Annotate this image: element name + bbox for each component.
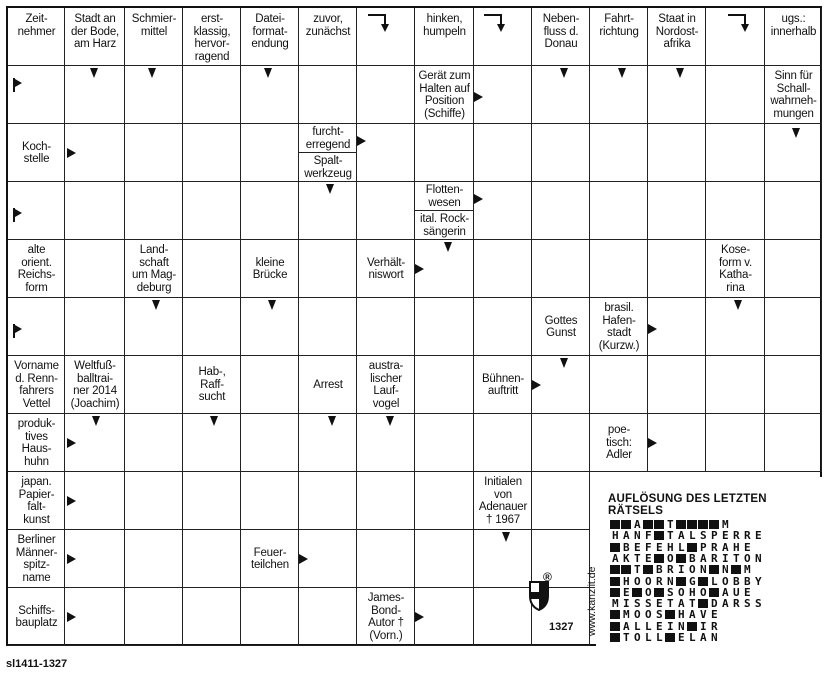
grid-cell[interactable] bbox=[183, 124, 241, 182]
solution-letter: M bbox=[721, 518, 730, 531]
solution-letter: R bbox=[655, 574, 664, 588]
solution-letter: H bbox=[666, 540, 675, 554]
grid-cell[interactable] bbox=[125, 472, 183, 530]
clue-text: erst- klassig, hervor- ragend bbox=[193, 13, 231, 63]
arrow-down-icon bbox=[792, 128, 800, 138]
clue-text: austra- lischer Lauf- vogel bbox=[368, 360, 404, 410]
grid-cell[interactable] bbox=[8, 66, 65, 124]
grid-cell[interactable] bbox=[299, 66, 357, 124]
solution-letter: H bbox=[611, 529, 620, 543]
black-square bbox=[665, 633, 675, 642]
black-square bbox=[676, 520, 686, 529]
clue-text: Spalt- werkzeug bbox=[304, 155, 352, 180]
grid-cell[interactable] bbox=[125, 530, 183, 588]
grid-cell[interactable] bbox=[590, 124, 648, 182]
clue-text: Weltfuß- balltrai- ner 2014 (Joachim) bbox=[70, 360, 120, 410]
solution-letter: D bbox=[710, 597, 719, 611]
arrow-right-icon bbox=[67, 148, 76, 158]
solution-letter: P bbox=[710, 529, 719, 543]
solution-letter: T bbox=[666, 597, 675, 611]
solution-letter: L bbox=[688, 631, 697, 644]
clue-text: Hab-, Raff- sucht bbox=[198, 366, 226, 404]
black-square bbox=[731, 565, 741, 574]
clue-text: James- Bond- Autor † (Vorn.) bbox=[367, 592, 405, 642]
arrow-right-icon bbox=[67, 496, 76, 506]
grid-cell[interactable] bbox=[765, 298, 822, 356]
black-square bbox=[676, 577, 686, 586]
solution-letter: M bbox=[611, 597, 620, 611]
solution-letter: E bbox=[743, 540, 752, 554]
solution-letter: S bbox=[699, 529, 708, 543]
clue-text: produk- tives Haus- huhn bbox=[17, 418, 56, 468]
previous-solution-panel bbox=[596, 477, 824, 648]
black-square bbox=[621, 565, 631, 574]
grid-cell[interactable] bbox=[183, 588, 241, 646]
grid-cell[interactable] bbox=[183, 530, 241, 588]
clue-text: Datei- format- endung bbox=[251, 13, 289, 50]
arrow-down-icon bbox=[268, 300, 276, 310]
solution-letter: S bbox=[655, 608, 664, 622]
solution-letter: R bbox=[710, 619, 719, 633]
solution-letter: L bbox=[644, 619, 653, 633]
grid-cell[interactable] bbox=[125, 414, 183, 472]
solution-letter: A bbox=[721, 597, 730, 611]
solution-row bbox=[610, 564, 753, 575]
arrow-right-icon bbox=[474, 194, 483, 204]
black-square bbox=[610, 588, 620, 597]
solution-letter: I bbox=[677, 563, 686, 577]
grid-cell[interactable] bbox=[706, 8, 765, 66]
grid-cell[interactable] bbox=[706, 182, 765, 240]
solution-letter: R bbox=[743, 529, 752, 543]
clue-text: Berliner Männer- spitz- name bbox=[15, 534, 58, 584]
solution-row bbox=[610, 632, 720, 643]
arrow-down-icon bbox=[326, 184, 334, 194]
black-square bbox=[654, 554, 664, 563]
black-square bbox=[709, 565, 719, 574]
grid-cell[interactable] bbox=[706, 124, 765, 182]
solution-letter: E bbox=[644, 551, 653, 565]
solution-letter: O bbox=[699, 585, 708, 599]
solution-letter: N bbox=[754, 551, 763, 565]
black-square bbox=[610, 622, 620, 631]
solution-letter: A bbox=[622, 619, 631, 633]
clue-text: Schmier- mittel bbox=[131, 13, 177, 38]
solution-letter: N bbox=[666, 574, 675, 588]
solution-letter: B bbox=[732, 574, 741, 588]
black-square bbox=[610, 565, 620, 574]
clue-text: Schiffs- bauplatz bbox=[15, 604, 58, 629]
clue-text: Feuer- teilchen bbox=[250, 546, 290, 571]
grid-cell[interactable] bbox=[648, 124, 706, 182]
solution-letter: L bbox=[710, 574, 719, 588]
solution-title: AUFLÖSUNG DES LETZTEN RÄTSELS bbox=[608, 493, 767, 517]
solution-letter: H bbox=[677, 608, 686, 622]
clue-text: furcht- erregend bbox=[305, 126, 351, 151]
grid-cell[interactable] bbox=[765, 182, 822, 240]
black-square bbox=[687, 622, 697, 631]
solution-letter: N bbox=[677, 619, 686, 633]
arrow-down-icon bbox=[148, 68, 156, 78]
solution-letter: E bbox=[655, 597, 664, 611]
arrow-right-icon bbox=[648, 438, 657, 448]
solution-letter: S bbox=[666, 585, 675, 599]
solution-letter: T bbox=[688, 597, 697, 611]
grid-cell[interactable] bbox=[415, 530, 474, 588]
arrow-right-icon bbox=[474, 92, 483, 102]
black-square bbox=[610, 543, 620, 552]
grid-cell[interactable] bbox=[357, 530, 415, 588]
grid-cell[interactable] bbox=[765, 356, 822, 414]
grid-cell[interactable] bbox=[183, 472, 241, 530]
grid-cell[interactable] bbox=[474, 414, 532, 472]
solution-letter: I bbox=[699, 619, 708, 633]
arrow-down-icon bbox=[90, 68, 98, 78]
black-square bbox=[687, 520, 697, 529]
black-square bbox=[665, 610, 675, 619]
solution-letter: P bbox=[699, 540, 708, 554]
grid-cell[interactable] bbox=[241, 472, 299, 530]
clue-text: japan. Papier- falt- kunst bbox=[18, 476, 55, 526]
solution-letter: S bbox=[754, 597, 763, 611]
black-square bbox=[621, 520, 631, 529]
grid-cell[interactable] bbox=[357, 66, 415, 124]
grid-cell[interactable] bbox=[241, 182, 299, 240]
clue-text: ital. Rock- sängerin bbox=[420, 213, 469, 238]
solution-letter: L bbox=[655, 631, 664, 644]
solution-letter: A bbox=[699, 551, 708, 565]
grid-cell[interactable] bbox=[183, 66, 241, 124]
solution-letter: L bbox=[677, 540, 686, 554]
solution-letter: O bbox=[721, 574, 730, 588]
crossword-grid bbox=[6, 6, 822, 646]
solution-letter: N bbox=[699, 563, 708, 577]
arrow-down-icon bbox=[444, 242, 452, 252]
solution-row bbox=[610, 542, 753, 553]
clue-text: Arrest bbox=[313, 378, 343, 391]
solution-letter: O bbox=[677, 585, 686, 599]
arrow-down-icon bbox=[92, 416, 100, 426]
grid-cell[interactable] bbox=[590, 356, 648, 414]
grid-cell[interactable] bbox=[474, 240, 532, 298]
clue-text: Stadt an der Bode, am Harz bbox=[70, 13, 120, 50]
black-square bbox=[698, 520, 708, 529]
grid-cell[interactable] bbox=[474, 298, 532, 356]
grid-cell[interactable] bbox=[241, 588, 299, 646]
arrow-right-icon bbox=[67, 438, 76, 448]
solution-letter: E bbox=[754, 529, 763, 543]
arrow-right-icon bbox=[67, 612, 76, 622]
solution-letter: H bbox=[688, 585, 697, 599]
solution-letter: A bbox=[633, 518, 642, 531]
arrow-right-icon bbox=[415, 612, 424, 622]
solution-letter: B bbox=[655, 563, 664, 577]
solution-letter: O bbox=[644, 585, 653, 599]
black-square bbox=[676, 554, 686, 563]
solution-letter: T bbox=[666, 529, 675, 543]
grid-cell[interactable] bbox=[183, 298, 241, 356]
clue-text: Staat in Nordost- afrika bbox=[655, 13, 699, 50]
grid-cell[interactable] bbox=[299, 588, 357, 646]
black-square bbox=[610, 633, 620, 642]
arrow-down-icon bbox=[328, 416, 336, 426]
grid-cell[interactable] bbox=[65, 240, 125, 298]
solution-letter: O bbox=[743, 551, 752, 565]
black-square bbox=[610, 520, 620, 529]
clue-text: Verhält- niswort bbox=[366, 256, 406, 281]
clue-text: Neben- fluss d. Donau bbox=[542, 13, 580, 50]
solution-letter: E bbox=[721, 529, 730, 543]
grid-cell[interactable] bbox=[532, 124, 590, 182]
solution-letter: O bbox=[666, 551, 675, 565]
grid-cell[interactable] bbox=[241, 414, 299, 472]
solution-letter: R bbox=[666, 563, 675, 577]
black-square bbox=[610, 610, 620, 619]
puzzle-code: sl1411-1327 bbox=[6, 658, 68, 670]
solution-letter: M bbox=[622, 608, 631, 622]
solution-letter: A bbox=[611, 551, 620, 565]
grid-cell[interactable] bbox=[590, 182, 648, 240]
solution-letter: L bbox=[644, 631, 653, 644]
grid-cell[interactable] bbox=[65, 182, 125, 240]
arrow-right-icon bbox=[415, 264, 424, 274]
clue-text: Gerät zum Halten auf Position (Schiffe) bbox=[418, 70, 471, 120]
publisher-url: www.kanzlit.de bbox=[586, 566, 598, 636]
solution-letter: E bbox=[677, 631, 686, 644]
clue-text: Gottes Gunst bbox=[544, 314, 578, 339]
grid-cell[interactable] bbox=[648, 240, 706, 298]
solution-letter: H bbox=[622, 574, 631, 588]
solution-letter: K bbox=[622, 551, 631, 565]
solution-letter: O bbox=[633, 608, 642, 622]
solution-letter: E bbox=[710, 608, 719, 622]
solution-letter: B bbox=[743, 574, 752, 588]
grid-cell[interactable] bbox=[474, 588, 532, 646]
solution-row bbox=[610, 576, 764, 587]
grid-cell[interactable] bbox=[125, 588, 183, 646]
black-square bbox=[709, 588, 719, 597]
black-square bbox=[709, 520, 719, 529]
grid-cell[interactable] bbox=[706, 414, 765, 472]
arrow-down-icon bbox=[264, 68, 272, 78]
grid-cell[interactable] bbox=[415, 124, 474, 182]
clue-text: Zeit- nehmer bbox=[17, 13, 56, 38]
solution-letter: R bbox=[732, 529, 741, 543]
black-square bbox=[698, 599, 708, 608]
solution-letter: L bbox=[633, 619, 642, 633]
solution-letter: A bbox=[699, 631, 708, 644]
arrow-down-icon bbox=[152, 300, 160, 310]
solution-letter: E bbox=[633, 540, 642, 554]
clue-text: Flotten- wesen bbox=[425, 184, 464, 209]
arrow-down-icon bbox=[386, 416, 394, 426]
solution-letter: S bbox=[644, 597, 653, 611]
grid-cell[interactable] bbox=[357, 472, 415, 530]
solution-letter: I bbox=[721, 551, 730, 565]
grid-cell[interactable] bbox=[415, 472, 474, 530]
clue-text: brasil. Hafen- stadt (Kurzw.) bbox=[598, 302, 640, 352]
clue-text: poe- tisch: Adler bbox=[606, 424, 632, 462]
grid-cell[interactable] bbox=[241, 356, 299, 414]
black-square bbox=[610, 577, 620, 586]
grid-cell[interactable] bbox=[706, 356, 765, 414]
grid-cell[interactable] bbox=[532, 414, 590, 472]
solution-letter: T bbox=[666, 518, 675, 531]
solution-letter: I bbox=[622, 597, 631, 611]
solution-letter: B bbox=[622, 540, 631, 554]
grid-cell[interactable] bbox=[590, 240, 648, 298]
solution-letter: G bbox=[688, 574, 697, 588]
solution-letter: B bbox=[688, 551, 697, 565]
grid-cell[interactable] bbox=[357, 124, 415, 182]
black-square bbox=[698, 577, 708, 586]
solution-letter: A bbox=[677, 529, 686, 543]
grid-cell[interactable] bbox=[125, 182, 183, 240]
black-square bbox=[632, 588, 642, 597]
solution-letter: A bbox=[721, 540, 730, 554]
grid-cell[interactable] bbox=[765, 240, 822, 298]
black-square bbox=[654, 588, 664, 597]
solution-letter: O bbox=[633, 631, 642, 644]
solution-letter: Y bbox=[754, 574, 763, 588]
clue-text: kleine Brücke bbox=[252, 256, 288, 281]
arrow-down-icon bbox=[560, 68, 568, 78]
grid-cell[interactable] bbox=[532, 182, 590, 240]
solution-letter: V bbox=[699, 608, 708, 622]
grid-cell[interactable] bbox=[241, 124, 299, 182]
grid-cell[interactable] bbox=[357, 298, 415, 356]
black-square bbox=[654, 531, 664, 540]
clue-text: Land- schaft um Mag- deburg bbox=[132, 244, 176, 294]
grid-cell[interactable] bbox=[532, 472, 590, 530]
arrow-right-icon bbox=[532, 380, 541, 390]
solution-letter: O bbox=[633, 574, 642, 588]
solution-letter: T bbox=[622, 631, 631, 644]
solution-letter: A bbox=[688, 608, 697, 622]
clue-text: ugs.: innerhalb bbox=[770, 13, 817, 38]
clue-text: Initialen von Adenauer † 1967 bbox=[478, 476, 528, 526]
solution-letter: F bbox=[644, 540, 653, 554]
solution-letter: R bbox=[732, 597, 741, 611]
arrow-down-icon bbox=[210, 416, 218, 426]
black-square bbox=[654, 520, 664, 529]
arrow-right-icon bbox=[648, 324, 657, 334]
solution-letter: F bbox=[644, 529, 653, 543]
puzzle-number: 1327 bbox=[549, 621, 574, 633]
solution-letter: A bbox=[622, 529, 631, 543]
black-square bbox=[643, 520, 653, 529]
solution-letter: I bbox=[666, 619, 675, 633]
solution-letter: E bbox=[655, 540, 664, 554]
solution-letter: N bbox=[721, 563, 730, 577]
clue-text: Sinn für Schall- wahrneh- mungen bbox=[770, 70, 817, 120]
grid-cell[interactable] bbox=[125, 356, 183, 414]
solution-letter: T bbox=[633, 551, 642, 565]
solution-letter: A bbox=[721, 585, 730, 599]
clue-text: hinken, humpeln bbox=[423, 13, 466, 38]
grid-cell[interactable] bbox=[125, 124, 183, 182]
solution-letter: N bbox=[710, 631, 719, 644]
grid-cell[interactable] bbox=[415, 298, 474, 356]
grid-cell[interactable] bbox=[65, 298, 125, 356]
grid-cell[interactable] bbox=[357, 8, 415, 66]
solution-letter: O bbox=[644, 608, 653, 622]
black-square bbox=[687, 543, 697, 552]
clue-text: Vorname d. Renn- fahrers Vettel bbox=[14, 360, 59, 410]
arrow-down-icon bbox=[502, 532, 510, 542]
registered-mark: ® bbox=[543, 570, 552, 584]
arrow-down-icon bbox=[560, 358, 568, 368]
clue-text: Bühnen- auftritt bbox=[481, 372, 525, 397]
solution-letter: E bbox=[743, 585, 752, 599]
clue-text: alte orient. Reichs- form bbox=[17, 244, 56, 294]
arrow-right-icon bbox=[357, 136, 366, 146]
grid-cell[interactable] bbox=[474, 182, 532, 240]
grid-cell[interactable] bbox=[415, 356, 474, 414]
grid-cell[interactable] bbox=[183, 182, 241, 240]
solution-letter: S bbox=[743, 597, 752, 611]
clue-text: Koch- stelle bbox=[21, 140, 52, 165]
solution-letter: O bbox=[688, 563, 697, 577]
grid-cell[interactable] bbox=[415, 414, 474, 472]
grid-cell[interactable] bbox=[183, 240, 241, 298]
arrow-down-icon bbox=[676, 68, 684, 78]
grid-cell[interactable] bbox=[474, 124, 532, 182]
solution-letter: T bbox=[633, 563, 642, 577]
solution-row bbox=[610, 609, 720, 620]
black-square bbox=[643, 565, 653, 574]
arrow-right-icon bbox=[299, 554, 308, 564]
solution-letter: H bbox=[732, 540, 741, 554]
solution-row bbox=[610, 530, 764, 541]
arrow-right-icon bbox=[67, 554, 76, 564]
grid-cell[interactable] bbox=[299, 298, 357, 356]
arrow-down-icon bbox=[618, 68, 626, 78]
solution-letter: N bbox=[633, 529, 642, 543]
solution-letter: O bbox=[644, 574, 653, 588]
clue-text: Kose- form v. Katha- rina bbox=[719, 244, 752, 294]
solution-letter: A bbox=[677, 597, 686, 611]
solution-letter: U bbox=[732, 585, 741, 599]
solution-letter: T bbox=[732, 551, 741, 565]
solution-letter: R bbox=[710, 551, 719, 565]
solution-letter: M bbox=[743, 563, 752, 577]
grid-cell[interactable] bbox=[474, 8, 532, 66]
solution-letter: R bbox=[710, 540, 719, 554]
grid-cell[interactable] bbox=[299, 472, 357, 530]
grid-cell[interactable] bbox=[706, 66, 765, 124]
clue-text: Fahrt- richtung bbox=[599, 13, 639, 38]
solution-letter: S bbox=[633, 597, 642, 611]
clue-text: zuvor, zunächst bbox=[305, 13, 351, 38]
grid-cell[interactable] bbox=[299, 240, 357, 298]
grid-cell[interactable] bbox=[532, 240, 590, 298]
solution-letter: E bbox=[655, 619, 664, 633]
arrow-down-icon bbox=[734, 300, 742, 310]
grid-cell[interactable] bbox=[357, 182, 415, 240]
solution-letter: E bbox=[622, 585, 631, 599]
grid-cell[interactable] bbox=[648, 182, 706, 240]
solution-letter: L bbox=[688, 529, 697, 543]
grid-cell[interactable] bbox=[765, 414, 822, 472]
publisher-logo bbox=[528, 580, 562, 617]
grid-cell[interactable] bbox=[648, 356, 706, 414]
